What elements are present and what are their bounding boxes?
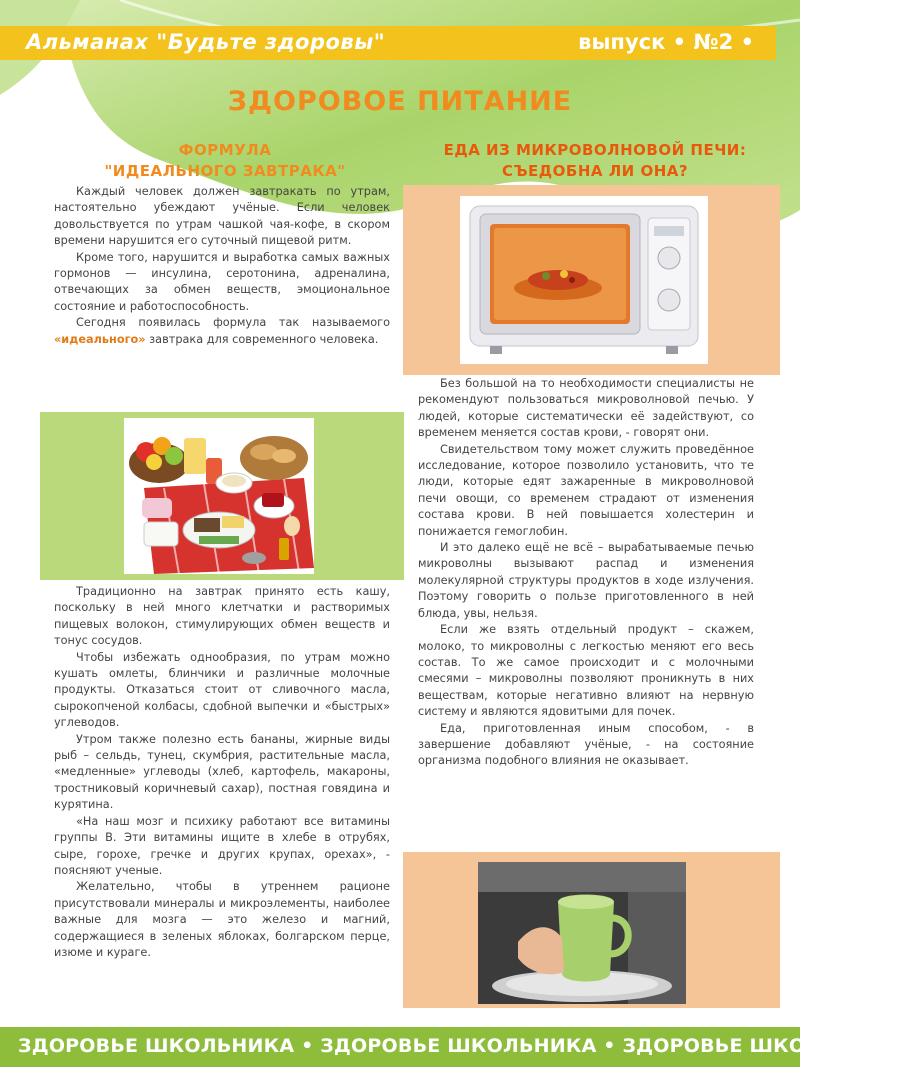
left-article-intro	[54, 184, 390, 348]
paragraph: «На наш мозг и психику работают все витамины группы B. Эти витамины ищите в хлебе в отрубях, сыре, горохе, гречке и других крупах, орехах», - поясняют ученые.	[54, 814, 390, 877]
page-title: ЗДОРОВОЕ ПИТАНИЕ	[227, 86, 573, 117]
left-heading-line1: ФОРМУЛА	[178, 141, 272, 159]
paragraph	[54, 315, 390, 348]
text-span: завтрака для современного человека.	[145, 332, 379, 346]
header-bar	[0, 26, 776, 60]
paragraph: Желательно, чтобы в утреннем рационе присутствовали минералы и микроэлементы, наиболее важные для мозга — это железо и магний, содержащиеся в зеленых яблоках, болгарском перце, изюме и кураге.	[54, 880, 390, 959]
left-column-heading	[40, 140, 410, 182]
issue-number: выпуск • №2 •	[578, 30, 754, 54]
right-heading-line1: ЕДА ИЗ МИКРОВОЛНОВОЙ ПЕЧИ:	[443, 141, 747, 159]
microwave-photo	[460, 196, 708, 364]
highlight-ideal: «идеального»	[54, 332, 146, 346]
breakfast-illustration	[124, 418, 314, 574]
paragraph: Без большой на то необходимости специалисты не рекомендуют пользоваться микроволновой печью. У людей, которые систематически её задействуют, со временем меняется состав крови, - говорят они.	[418, 377, 754, 440]
cup-illustration	[478, 862, 686, 1004]
footer-slogan: ЗДОРОВЬЕ ШКОЛЬНИКА • ЗДОРОВЬЕ ШКОЛЬНИКА • ЗДОРОВЬЕ ШКОЛЬНИКА	[18, 1035, 899, 1057]
paragraph: Кроме того, нарушится и выработка самых важных гормонов — инсулина, серотонина, адреналина, отвечающих за обмен веществ, эмоциональное состояние и работоспособность.	[54, 250, 390, 313]
microwave-illustration	[460, 196, 708, 364]
text-span: Сегодня появилась формула так называемого	[76, 316, 390, 330]
left-heading-line2: "ИДЕАЛЬНОГО ЗАВТРАКА"	[104, 162, 346, 180]
left-article-body	[54, 584, 390, 961]
footer-bar	[0, 1027, 899, 1067]
paragraph: Традиционно на завтрак принято есть кашу, поскольку в ней много клетчатки и растворимых пищевых волокон, стимулирующих обмен веществ и тонус сосудов.	[54, 585, 390, 648]
right-heading-line2: СЪЕДОБНА ЛИ ОНА?	[501, 162, 689, 180]
right-column-heading	[405, 140, 785, 182]
magazine-title: Альманах "Будьте здоровы"	[26, 30, 386, 54]
paragraph: Утром также полезно есть бананы, жирные виды рыб – сельдь, тунец, скумбрия, растительные масла, «медленные» углеводы (хлеб, картофель, макароны, тростниковый коричневый сахар), постная говядина и курятина.	[54, 732, 390, 812]
paragraph: Свидетельством тому может служить проведённое исследование, которое позволило установить, что те люди, которые едят зажаренные в микроволновой печи овощи, со временем страдают от изменения состава крови. В ней повышается холестерин и понижается гемоглобин.	[418, 442, 754, 538]
paragraph: Чтобы избежать однообразия, по утрам можно кушать омлеты, блинчики и различные молочные продукты. Отказаться стоит от сливочного масла, сырокопченой колбасы, сдобной выпечки и «быстрых» углеводов.	[54, 650, 390, 730]
paragraph: И это далеко ещё не всё – вырабатываемые печью микроволны вызывают распад и изменения молекулярной структуры продуктов в ходе излучения. Поэтому говорить о пользе приготовленного в ней блюда, увы, нельзя.	[418, 541, 754, 620]
paragraph: Если же взять отдельный продукт – скажем, молоко, то микроволны с легкостью меняют его весь состав. То же самое происходит и с молочными смесями – микроволны позволяют проникнуть в них веществам, которые негативно влияют на нервную систему и являются ядовитыми для почек.	[418, 623, 754, 719]
right-article-body	[418, 376, 754, 770]
paragraph: Еда, приготовленная иным способом, - в завершение добавляют учёные, - на состояние организма подобного влияния не оказывает.	[418, 721, 754, 768]
paragraph: Каждый человек должен завтракать по утрам, настоятельно убеждают учёные. Если человек довольствуется по утрам чашкой чая-кофе, в скором времени нарушится его суточный пищевой ритм.	[54, 185, 390, 248]
cup-in-microwave-photo	[478, 862, 686, 1004]
breakfast-photo	[124, 418, 314, 574]
